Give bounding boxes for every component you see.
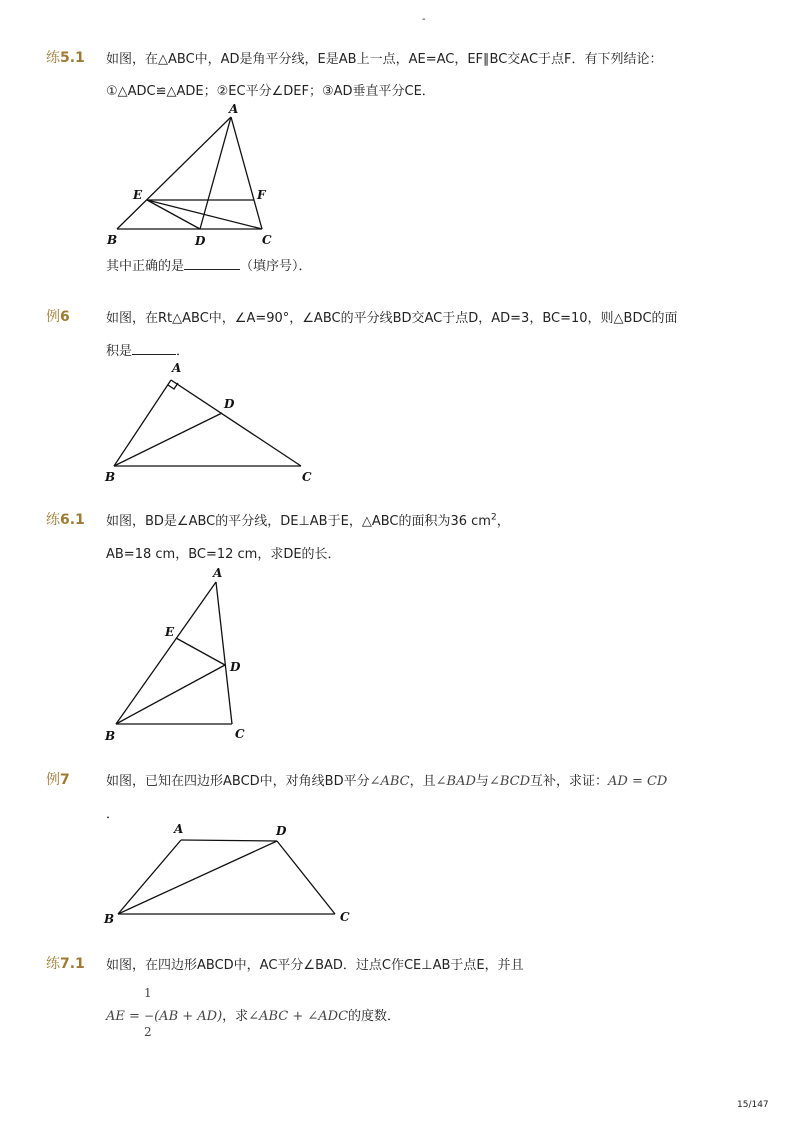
fig61-label-e: E: [165, 625, 175, 639]
problem-7-1-line1: 如图，在四边形ABCD中，AC平分∠BAD．过点C作CE⊥AB于点E，并且: [106, 958, 524, 973]
fraction-numerator: 1: [144, 986, 152, 1000]
question-end: （填序号）．: [240, 259, 312, 274]
question-text: 其中正确的是: [106, 259, 185, 274]
fig61-label-b: B: [105, 729, 116, 743]
segment-bd: [118, 841, 277, 914]
problem-7-line2: ．: [106, 807, 120, 822]
label-number: 6.1: [60, 512, 85, 528]
label-number: 7.1: [60, 956, 85, 972]
math-angle-bad: ∠BAD: [435, 774, 476, 789]
segment-dc: [277, 841, 335, 914]
header-mark: -: [422, 14, 426, 25]
label-number: 6: [60, 309, 70, 325]
fig61-label-d: D: [230, 660, 241, 674]
math-ad-eq-cd: AD = CD: [608, 774, 668, 789]
problem-5-1-line2: ①△ADC≌△ADE；②EC平分∠DEF；③AD垂直平分CE．: [106, 84, 435, 99]
line1-text: 如图，BD是∠ABC的平分线，DE⊥AB于E，△ABC的面积为36 cm: [106, 514, 491, 529]
fig51-label-f: F: [257, 188, 266, 202]
text-c: 与: [475, 774, 489, 789]
fig51-label-a: A: [229, 102, 239, 116]
label-prefix: 练: [46, 512, 60, 528]
text-b: ，且: [409, 774, 436, 789]
fig7-label-d: D: [276, 824, 287, 838]
fraction-bar: −: [144, 1009, 155, 1023]
label-prefix: 练: [46, 50, 60, 66]
fig7-label-c: C: [340, 910, 350, 924]
fig51-label-d: D: [195, 234, 206, 248]
fig6-label-a: A: [172, 361, 182, 375]
label-prefix: 练: [46, 956, 60, 972]
math-ab-plus-ad: (AB + AD): [154, 1009, 223, 1024]
fig51-label-c: C: [262, 233, 272, 247]
question-end: ．: [176, 344, 190, 359]
math-ae-eq: AE =: [106, 1009, 145, 1024]
label-prefix: 例: [46, 309, 60, 325]
problem-label-7-1: [46, 953, 85, 973]
problem-6-1-line2: AB=18 cm，BC=12 cm，求DE的长．: [106, 547, 341, 562]
page-number: 15/147: [737, 1100, 769, 1110]
fig6-label-c: C: [302, 470, 312, 484]
fig61-label-c: C: [235, 727, 245, 741]
fraction-denominator: 2: [144, 1025, 152, 1039]
problem-6-line1: 如图，在Rt△ABC中，∠A=90°，∠ABC的平分线BD交AC于点D，AD=3，BC=10，则△BDC的面: [106, 311, 678, 326]
text-find: ，求: [222, 1009, 249, 1024]
line1-end: ，: [496, 514, 510, 529]
label-number: 5.1: [60, 50, 85, 66]
math-angle-sum: ∠ABC + ∠ADC: [248, 1009, 349, 1024]
segment-ad: [181, 840, 277, 841]
label-prefix: 例: [46, 772, 60, 788]
math-angle-bcd: ∠BCD: [488, 774, 530, 789]
fig7-label-a: A: [174, 822, 184, 836]
fig51-label-b: B: [107, 233, 118, 247]
problem-5-1-line1: 如图，在△ABC中，AD是角平分线，E是AB上一点，AE=AC，EF∥BC交AC于点F．有下列结论：: [106, 52, 663, 67]
superscript-2: 2: [490, 512, 497, 523]
segment-ab: [118, 840, 181, 914]
fig6-label-b: B: [105, 470, 116, 484]
fig7-label-b: B: [104, 912, 115, 926]
fig51-label-e: E: [133, 188, 143, 202]
problem-7-1-equation: [106, 1005, 400, 1024]
fig6-label-d: D: [224, 397, 235, 411]
label-number: 7: [60, 772, 70, 788]
text-d: 互补，求证：: [530, 774, 609, 789]
text-degrees: 的度数．: [348, 1009, 401, 1024]
fig61-label-a: A: [213, 566, 223, 580]
text-a: 如图，已知在四边形ABCD中，对角线BD平分: [106, 774, 370, 789]
math-angle-abc: ∠ABC: [369, 774, 410, 789]
question-text: 积是: [106, 344, 133, 359]
